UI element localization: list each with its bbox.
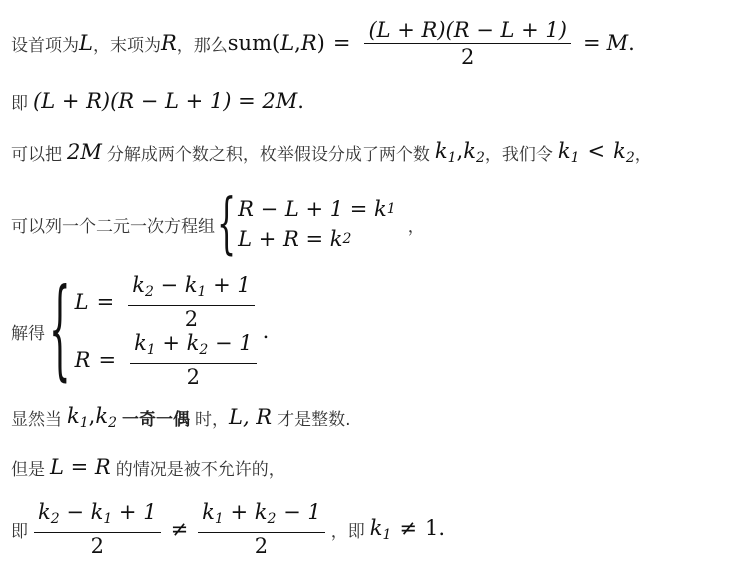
math-comma: , xyxy=(294,31,301,55)
text: 可以把 xyxy=(11,144,62,165)
line-constraint xyxy=(11,452,286,482)
text: 显然当 xyxy=(11,409,62,430)
math-expression: (L + R)(R − L + 1) = 2M xyxy=(33,89,298,113)
math-sum: sum( xyxy=(227,31,281,55)
fraction: $\frac{k_1 + k_2 - 1}{2}$ xyxy=(130,330,257,390)
math-R: R xyxy=(160,31,177,55)
math-k1-neq-1: $k_1 \ne 1$. xyxy=(369,515,446,543)
math-dot: . xyxy=(262,319,270,343)
text: 设首项为 xyxy=(11,35,79,56)
math-2M: 2M xyxy=(67,140,102,164)
math-dot: . xyxy=(628,31,635,55)
math-L-eq-R: L = R xyxy=(50,455,111,479)
text: ， xyxy=(634,144,652,165)
text: 但是 xyxy=(11,459,45,480)
line-equation-system xyxy=(11,185,425,263)
text: 解得 xyxy=(11,323,45,344)
fraction-numerator: (L + R)(R − L + 1) xyxy=(368,17,567,42)
line-product xyxy=(11,86,304,116)
text: 才是整数. xyxy=(277,409,351,430)
text: ，即 xyxy=(330,521,365,542)
brace-icon: { xyxy=(49,267,71,395)
math-L: L xyxy=(79,31,93,55)
text: ，我们令 xyxy=(484,144,553,165)
brace-icon: { xyxy=(217,185,237,263)
equation-system xyxy=(238,197,396,251)
text: 的情况是被不允许的， xyxy=(115,459,286,480)
text: 分解成两个数之积，枚举假设分成了两个数 xyxy=(106,144,430,165)
text: 即 xyxy=(11,521,28,542)
text: ，那么 xyxy=(176,35,228,56)
line-inequality xyxy=(11,500,445,558)
math-L: L xyxy=(280,31,295,55)
math-M: M xyxy=(606,31,629,55)
text: 即 xyxy=(11,93,28,114)
line-factorization xyxy=(11,137,652,167)
equation-row: L + R = k 2 xyxy=(238,227,352,251)
math-paren: ) xyxy=(316,31,325,55)
line-sum-formula xyxy=(11,14,635,72)
line-parity xyxy=(11,402,351,432)
fraction-denominator: 2 xyxy=(364,43,571,70)
math-dot: . xyxy=(297,89,304,113)
equation-row: R − L + 1 = k 1 xyxy=(238,197,396,221)
text: ，末项为 xyxy=(92,35,161,56)
solution-system xyxy=(75,272,263,390)
text: ， xyxy=(407,216,425,237)
solution-row-L: L = $\frac{k_2 - k_1 + 1}{2}$ xyxy=(75,272,263,332)
math-L-R: L, R xyxy=(229,405,273,429)
fraction: $\frac{k_2 - k_1 + 1}{2}$ xyxy=(128,272,255,332)
math-equals: = xyxy=(332,31,351,55)
solution-row-R: R = $\frac{k_1 + k_2 - 1}{2}$ xyxy=(75,330,263,390)
line-solution xyxy=(11,267,270,395)
math-k1-k2: $k_1,k_2$ xyxy=(67,403,117,431)
math-k1-k2: $k_1,k_2$ xyxy=(434,138,485,166)
math-inequality: $k_1 < k_2$ xyxy=(557,138,635,166)
math-R: R xyxy=(300,31,317,55)
text: 时， xyxy=(195,409,229,430)
text: 可以列一个二元一次方程组 xyxy=(11,216,215,237)
fraction: $\frac{k_1 + k_2 - 1}{2}$ xyxy=(198,499,325,559)
bold-text: 一奇一偶 xyxy=(122,409,190,430)
math-equals: = xyxy=(582,31,601,55)
fraction: $\frac{k_2 - k_1 + 1}{2}$ xyxy=(34,499,161,559)
math-neq: ≠ xyxy=(170,517,189,541)
fraction xyxy=(364,17,571,70)
